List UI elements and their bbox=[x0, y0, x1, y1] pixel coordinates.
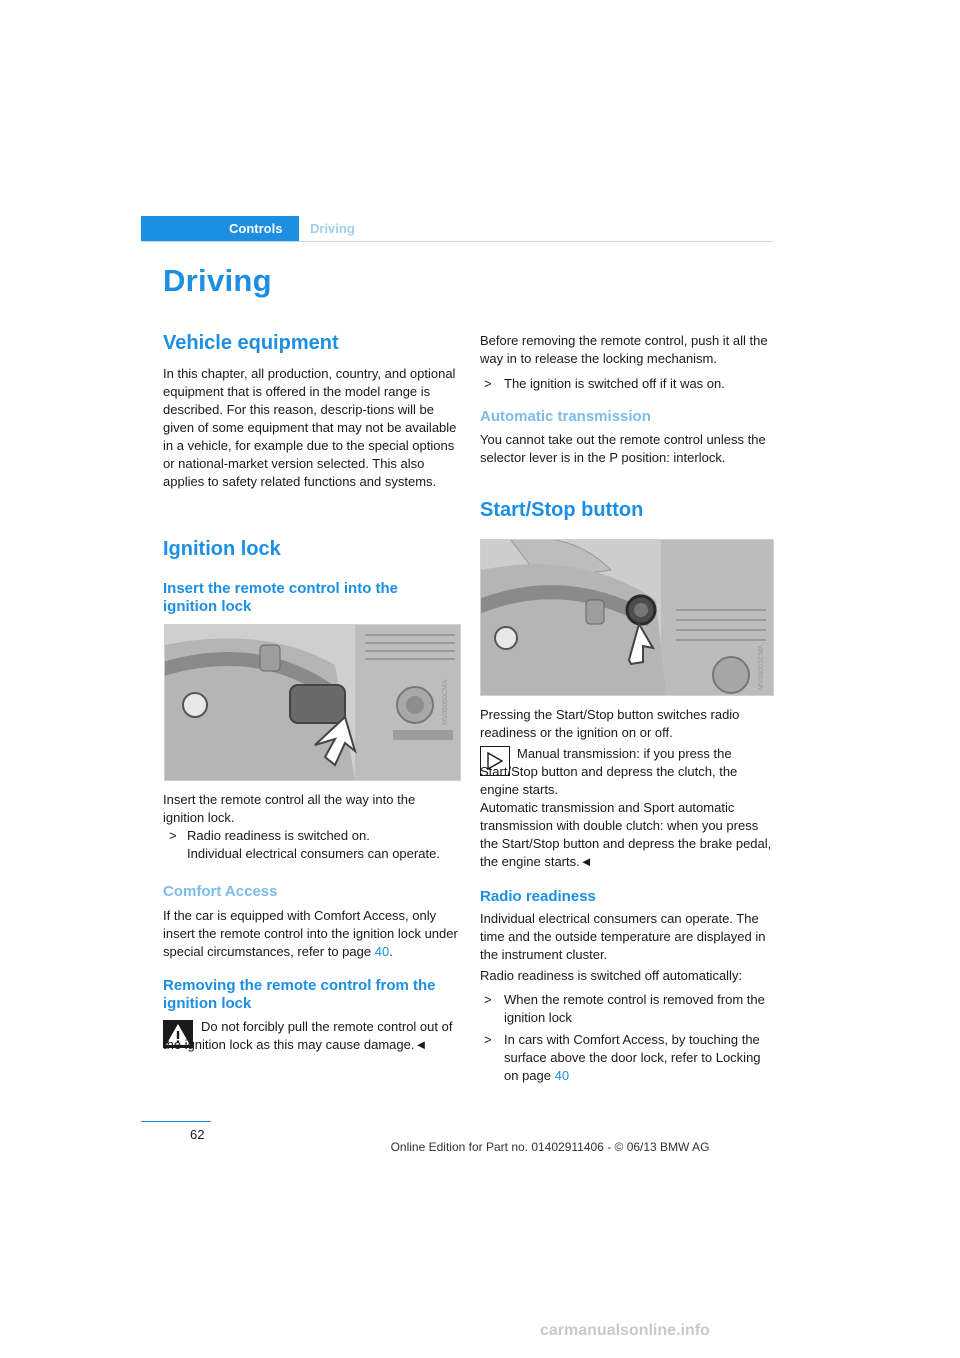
footer-rule bbox=[141, 1121, 211, 1122]
figure-code-right: MV06051CMA bbox=[758, 644, 765, 690]
heading-insert-remote: Insert the remote control into the ignition lock bbox=[163, 580, 399, 615]
radio-bullet-2: In cars with Comfort Access, by touching the surface above the door lock, refer to Locking on page 40 bbox=[504, 1032, 761, 1083]
remove-body: Before removing the remote control, push it all the way in to release the locking mechanism. bbox=[480, 333, 768, 366]
comfort-access-page-link[interactable]: 40 bbox=[374, 944, 390, 959]
page-title: Driving bbox=[163, 263, 272, 298]
vehicle-equipment-body: In this chapter, all production, country, and optional equipment that is offered in the model range is described. For this reason, descrip-tions will be given of some equipment that may not be available in a vehicle, for example due to the special options or national-market version selected. This also applies to safety related functions and systems. bbox=[163, 366, 457, 489]
radio-readiness-body-2: Radio readiness is switched off automatically: bbox=[480, 968, 743, 983]
page-number: 62 bbox=[190, 1127, 205, 1142]
locking-page-link[interactable]: 40 bbox=[554, 1068, 570, 1083]
bullet-marker: > bbox=[484, 992, 492, 1007]
bullet-marker: > bbox=[484, 1032, 492, 1047]
header-section-label: Controls bbox=[229, 221, 283, 236]
automatic-transmission-note: Automatic transmission and Sport automatic transmission with double clutch: when you press the Start/Stop button and depress the brake pedal, the engine starts.◄ bbox=[480, 800, 772, 869]
radio-bullet-1: When the remote control is removed from the ignition lock bbox=[504, 992, 765, 1025]
removing-warning-text: Do not forcibly pull the remote control out of the ignition lock as this may cause damage.◄ bbox=[163, 1019, 453, 1052]
heading-comfort-access: Comfort Access bbox=[163, 883, 278, 900]
comfort-access-body: If the car is equipped with Comfort Access, only insert the remote control into the ignition lock under special circumstances, refer to page 40. bbox=[163, 908, 458, 959]
end-mark: ◄ bbox=[579, 854, 593, 869]
figure-code-left: MV06050CMA bbox=[442, 679, 449, 725]
insert-bullet-1: Radio readiness is switched on. bbox=[187, 828, 370, 843]
remove-bullet: The ignition is switched off if it was on. bbox=[504, 376, 725, 391]
insert-remote-body: Insert the remote control all the way into the ignition lock. bbox=[163, 792, 416, 825]
end-mark: ◄ bbox=[414, 1037, 428, 1052]
header-chapter-label: Driving bbox=[310, 221, 355, 236]
heading-removing-remote: Removing the remote control from the ignition lock bbox=[163, 977, 436, 1012]
manual-transmission-note: Manual transmission: if you press the Start/Stop button and depress the clutch, the engine starts. bbox=[480, 746, 738, 797]
figure-ignition-lock bbox=[164, 624, 461, 781]
bullet-marker: > bbox=[169, 828, 177, 843]
watermark: carmanualsonline.info bbox=[540, 1322, 710, 1339]
footer-edition: Online Edition for Part no. 01402911406 - © 06/13 BMW AG bbox=[390, 1140, 710, 1154]
figure-start-stop-button bbox=[480, 539, 774, 696]
heading-automatic-transmission: Automatic transmission bbox=[480, 408, 651, 425]
insert-bullet-2: Individual electrical consumers can operate. bbox=[187, 846, 440, 861]
heading-radio-readiness: Radio readiness bbox=[480, 888, 596, 905]
bullet-marker: > bbox=[484, 376, 492, 391]
heading-start-stop-button: Start/Stop button bbox=[480, 499, 644, 521]
heading-vehicle-equipment: Vehicle equipment bbox=[163, 332, 339, 354]
start-stop-illustration bbox=[481, 540, 773, 695]
automatic-transmission-body: You cannot take out the remote control unless the selector lever is in the P position: interlock. bbox=[480, 432, 766, 465]
radio-readiness-body-1: Individual electrical consumers can operate. The time and the outside temperature are displayed in the instrument cluster. bbox=[480, 911, 766, 962]
ignition-lock-illustration bbox=[165, 625, 460, 780]
heading-ignition-lock: Ignition lock bbox=[163, 538, 281, 560]
header-rule bbox=[141, 241, 773, 242]
start-stop-body: Pressing the Start/Stop button switches radio readiness or the ignition on or off. bbox=[480, 707, 740, 740]
